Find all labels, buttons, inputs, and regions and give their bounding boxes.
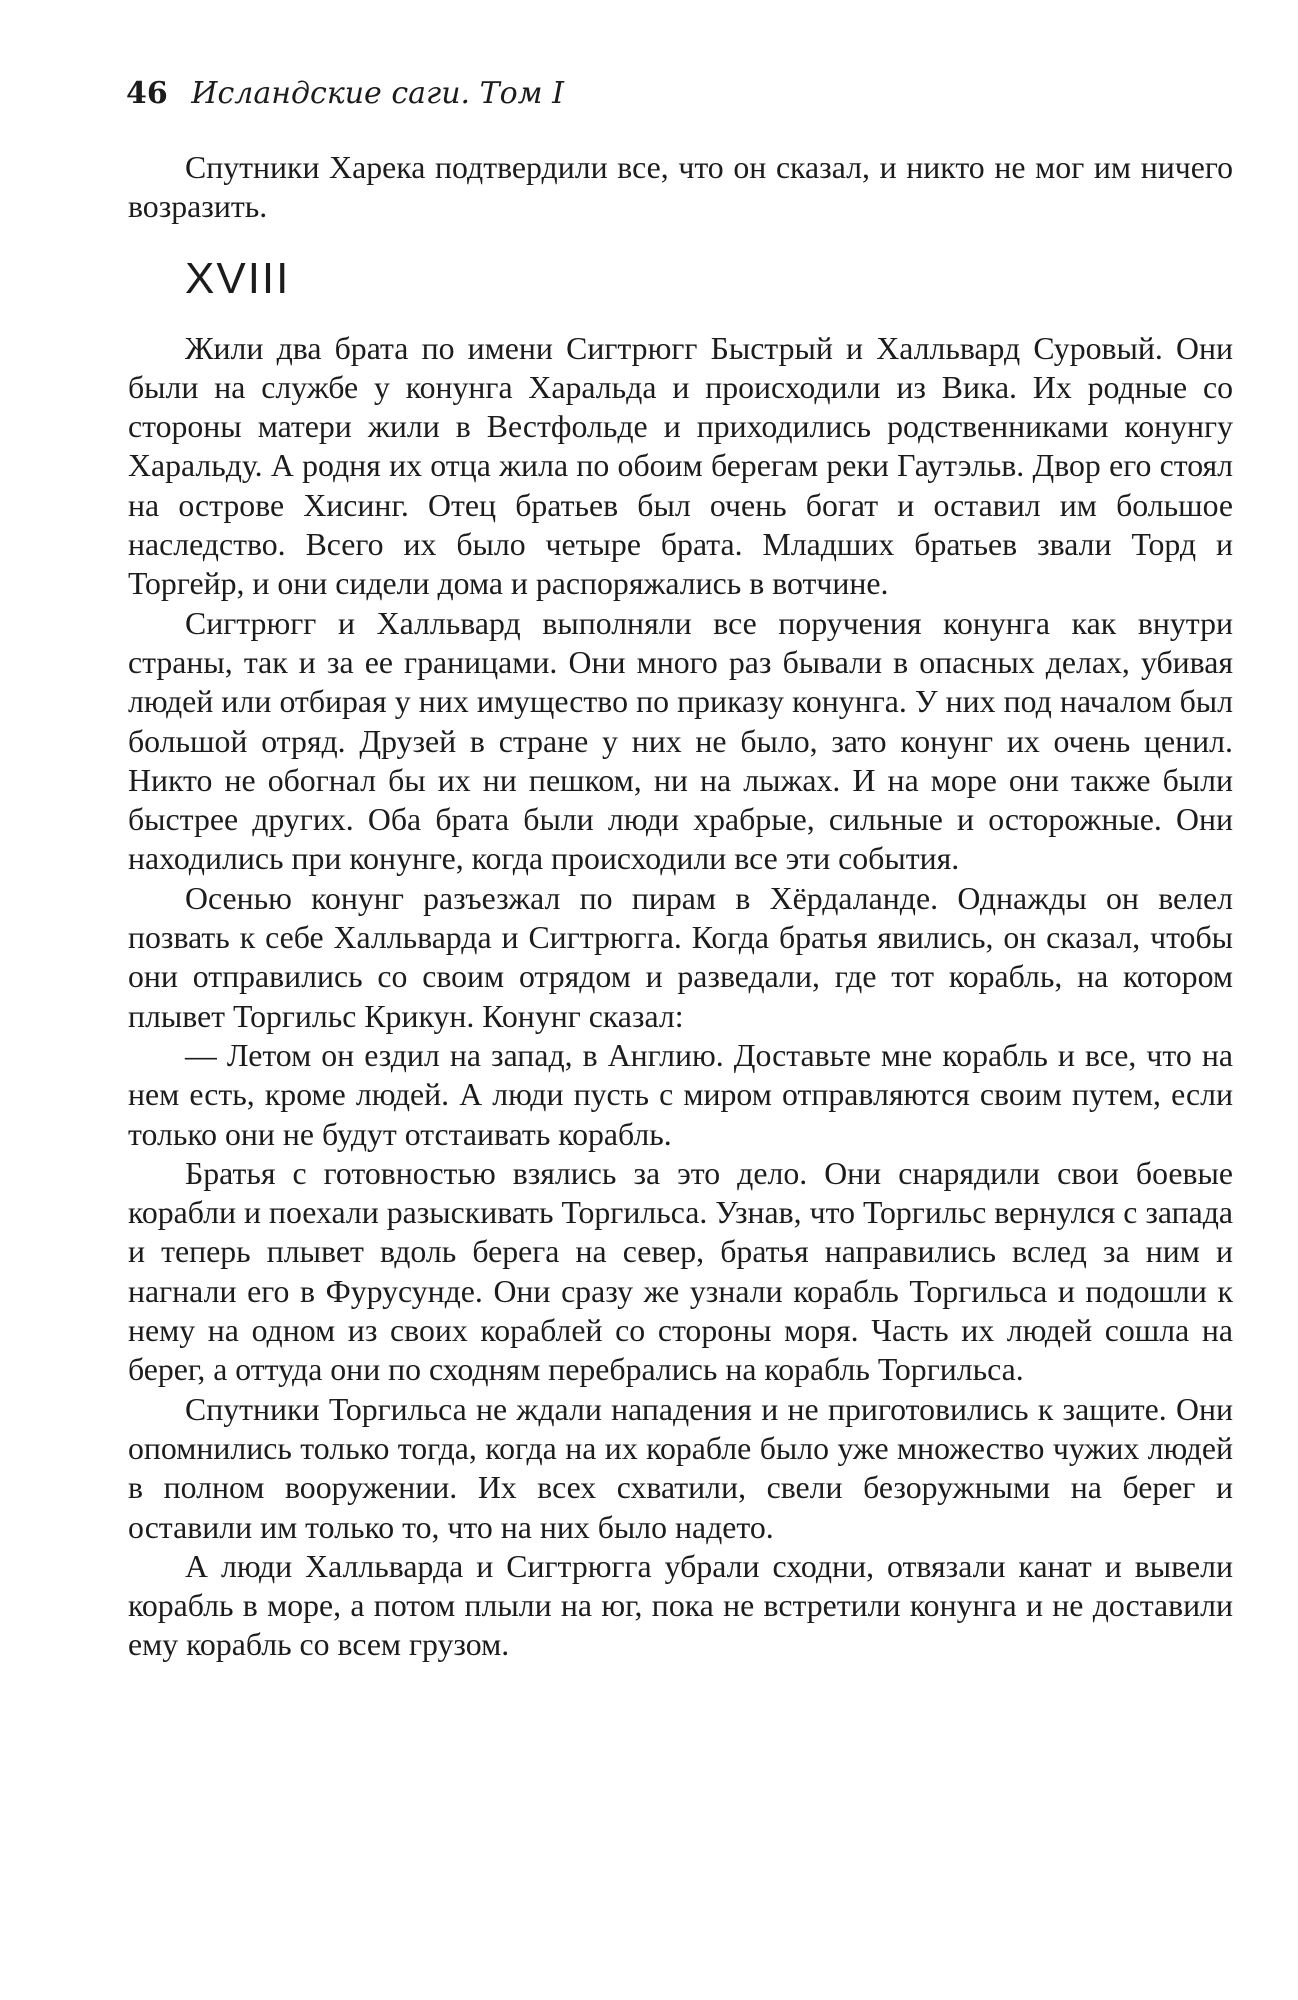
paragraph: А люди Халльварда и Сигтрюгга убрали сходни, отвязали канат и вывели корабль в море, а потом плыли на юг, пока не встретили конунга и не доставили ему корабль со всем грузом. (128, 1548, 1233, 1663)
paragraph-continued: Спутники Харека подтвердили все, что он сказал, и никто не мог им ничего возразить. (128, 150, 1233, 225)
paragraph: Сигтрюгг и Халльвард выполняли все поручения конунга как внутри страны, так и за ее границами. Они много раз бывали в опасных делах, убивая людей или отбирая у них имущество по приказу конунга. У них под началом был большой отряд. Друзей в стране у них не было, зато конунг их очень ценил. Никто не обогнал бы их ни пешком, ни на лыжах. И на море они также были быстрее других. Оба брата были люди храбрые, сильные и осторожные. Они находились при конунге, когда происходили все эти события. (128, 605, 1233, 877)
paragraph: Осенью конунг разъезжал по пирам в Хёрдаланде. Однажды он велел позвать к себе Халльварда и Сигтрюгга. Когда братья явились, он сказал, чтобы они отправились со своим отрядом и разведали, где тот корабль, на котором плывет Торгильс Крикун. Конунг сказал: (128, 880, 1233, 1034)
running-title: Исландские саги. Том I (191, 76, 564, 111)
paragraph: Жили два брата по имени Сигтрюгг Быстрый и Халльвард Суровый. Они были на службе у конунга Харальда и происходили из Вика. Их родные со стороны матери жили в Вестфольде и приходились родственниками конунгу Харальду. А родня их отца жила по обоим берегам реки Гаутэльв. Двор его стоял на острове Хисинг. Отец братьев был очень богат и оставил им большое наследство. Всего их было четыре брата. Младших братьев звали Торд и Торгейр, и они сидели дома и распоряжались в вотчине. (128, 330, 1233, 602)
page-number: 46 (126, 76, 168, 111)
page-body (128, 148, 1233, 1665)
paragraph: Спутники Торгильса не ждали нападения и не приготовились к защите. Они опомнились только тогда, когда на их корабле было уже множество чужих людей в полном вооружении. Их всех схватили, свели безоружными на берег и оставили им только то, что на них было надето. (128, 1391, 1233, 1545)
running-header (126, 74, 564, 114)
paragraph: Братья с готовностью взялись за это дело. Они снарядили свои боевые корабли и поехали разыскивать Торгильса. Узнав, что Торгильс вернулся с запада и теперь плывет вдоль берега на север, братья направились вслед за ним и нагнали его в Фурусунде. Они сразу же узнали корабль Торгильса и подошли к нему на одном из своих кораблей со стороны моря. Часть их людей сошла на берег, а оттуда они по сходням перебрались на корабль Торгильса. (128, 1155, 1233, 1388)
dialogue-paragraph: — Летом он ездил на запад, в Англию. Доставьте мне корабль и все, что на нем есть, кроме людей. А люди пусть с миром отправляются своим путем, если только они не будут отстаивать корабль. (128, 1037, 1233, 1152)
chapter-heading: XVIII (185, 253, 291, 303)
